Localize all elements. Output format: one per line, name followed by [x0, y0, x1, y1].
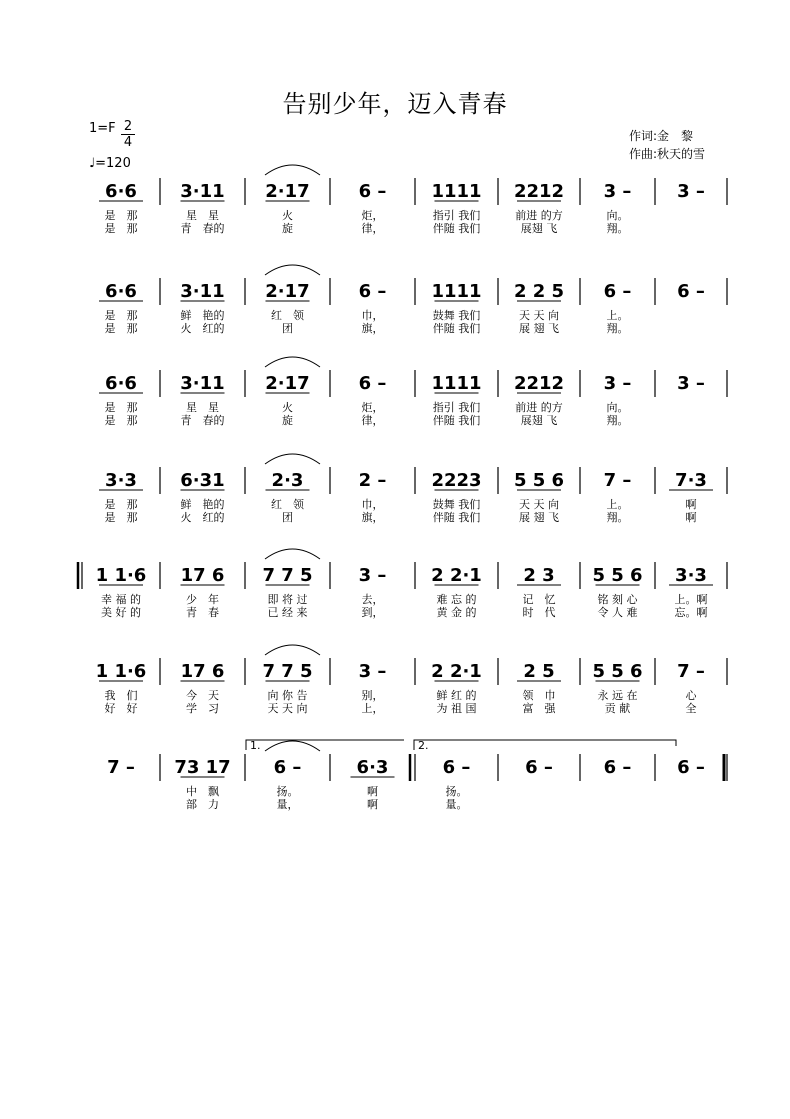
note-group: 2·17 — [265, 181, 310, 202]
note-group: 3 – — [358, 661, 387, 682]
lyric-verse-2: 翔。 — [606, 222, 629, 235]
note-group: 1111 — [431, 373, 482, 394]
lyric-verse-1: 是 那 — [104, 209, 138, 222]
lyric-verse-1: 向。 — [606, 401, 629, 414]
note-group: 6·6 — [105, 373, 137, 394]
lyric-verse-2: 青 春的 — [180, 222, 225, 235]
note-group: 1 1·6 — [95, 565, 147, 586]
lyric-verse-2: 火 红的 — [180, 322, 225, 335]
note-group: 2·3 — [271, 470, 304, 491]
lyric-verse-2: 全 — [685, 702, 697, 715]
lyric-verse-2: 贡 献 — [604, 702, 631, 715]
lyric-verse-2: 富 强 — [522, 702, 556, 715]
key-signature: 1=F — [89, 121, 116, 136]
lyric-verse-1: 是 那 — [104, 498, 138, 511]
lyric-verse-2: 量。 — [445, 798, 468, 811]
note-group: 3·11 — [180, 181, 225, 202]
lyric-verse-1: 红 领 — [271, 309, 304, 322]
lyric-verse-2: 黄 金 的 — [436, 606, 477, 619]
note-group: 3 – — [358, 565, 387, 586]
lyric-verse-2: 旗， — [361, 511, 384, 524]
lyric-verse-1: 啊 — [685, 498, 697, 511]
lyric-verse-1: 炬， — [361, 401, 384, 414]
lyric-verse-2: 翔。 — [606, 322, 629, 335]
lyric-verse-1: 去， — [361, 593, 384, 606]
note-group: 5 5 6 — [513, 470, 565, 491]
slur-arc — [265, 165, 320, 175]
lyric-verse-2: 展 翅 飞 — [519, 511, 559, 524]
lyric-verse-2: 律， — [361, 222, 384, 235]
lyric-verse-2: 量， — [276, 798, 299, 811]
lyric-verse-1: 火 — [282, 209, 293, 222]
lyric-verse-2: 旋 — [282, 414, 293, 427]
lyric-verse-2: 天 天 向 — [267, 702, 308, 715]
slur-arc — [265, 454, 320, 464]
volta-second-bracket — [414, 740, 676, 750]
lyric-verse-2: 旗， — [361, 322, 384, 335]
note-group: 6 – — [358, 281, 387, 302]
lyric-verse-2: 火 红的 — [180, 511, 225, 524]
note-group: 6 – — [677, 757, 705, 778]
time-signature-top: 2 — [123, 119, 133, 134]
lyric-verse-2: 伴随 我们 — [432, 414, 481, 427]
note-group: 17 6 — [180, 661, 225, 682]
note-group: 2223 — [431, 470, 482, 491]
lyric-verse-2: 团 — [282, 511, 293, 524]
lyric-verse-1: 鲜 红 的 — [436, 689, 477, 702]
note-group: 3·3 — [105, 470, 137, 491]
lyric-verse-2: 已 经 来 — [267, 606, 308, 619]
lyric-verse-1: 上。啊 — [674, 593, 708, 606]
note-group: 2 2·1 — [431, 661, 482, 682]
lyric-verse-2: 时 代 — [522, 606, 556, 619]
lyric-verse-1: 星 星 — [186, 401, 219, 414]
lyric-verse-1: 天 天 向 — [519, 498, 559, 511]
note-group: 6 – — [358, 373, 387, 394]
note-group: 3·11 — [180, 373, 225, 394]
note-group: 6 – — [603, 281, 632, 302]
tempo-value: =120 — [95, 156, 131, 171]
lyric-verse-1: 前进 的方 — [515, 401, 563, 414]
note-group: 17 6 — [180, 565, 225, 586]
lyric-verse-1: 啊 — [367, 785, 378, 798]
volta-first-bracket — [246, 740, 404, 750]
lyric-verse-1: 火 — [282, 401, 293, 414]
lyric-verse-2: 是 那 — [104, 222, 138, 235]
lyric-verse-2: 啊 — [685, 511, 697, 524]
lyric-verse-2: 令 人 难 — [597, 606, 638, 619]
lyric-verse-2: 展翅 飞 — [520, 222, 558, 235]
volta-first-label: 1. — [250, 739, 261, 752]
lyric-verse-2: 是 那 — [104, 322, 138, 335]
slur-arc — [265, 549, 320, 559]
lyric-verse-1: 扬。 — [445, 785, 468, 798]
note-group: 6 – — [525, 757, 553, 778]
note-group: 7 7 5 — [262, 661, 313, 682]
lyric-verse-2: 是 那 — [104, 511, 138, 524]
note-group: 2 5 — [523, 661, 555, 682]
lyric-verse-1: 向。 — [606, 209, 629, 222]
lyric-verse-1: 鼓舞 我们 — [432, 498, 481, 511]
note-group: 3 – — [603, 181, 632, 202]
lyric-verse-1: 上。 — [606, 309, 629, 322]
lyric-verse-2: 美 好 的 — [101, 606, 141, 619]
lyric-verse-1: 少 年 — [186, 593, 219, 606]
note-group: 7 – — [603, 470, 632, 491]
lyric-verse-1: 鼓舞 我们 — [432, 309, 481, 322]
note-group: 73 17 — [174, 757, 231, 778]
lyric-verse-2: 展 翅 飞 — [519, 322, 559, 335]
note-group: 2·17 — [265, 373, 310, 394]
lyric-verse-1: 是 那 — [104, 401, 138, 414]
note-group: 2 2·1 — [431, 565, 482, 586]
lyric-verse-1: 铭 刻 心 — [597, 593, 638, 606]
note-group: 3·3 — [675, 565, 707, 586]
note-group: 6·6 — [105, 281, 137, 302]
lyric-verse-1: 心 — [685, 689, 697, 702]
note-group: 6·3 — [356, 757, 389, 778]
note-group: 3 – — [677, 373, 705, 394]
lyric-verse-2: 好 好 — [104, 702, 138, 715]
lyric-verse-1: 巾， — [361, 309, 384, 322]
lyric-verse-2: 翔。 — [606, 414, 629, 427]
note-group: 3·11 — [180, 281, 225, 302]
note-group: 6 – — [358, 181, 387, 202]
lyric-verse-1: 别， — [361, 689, 384, 702]
lyric-verse-1: 记 忆 — [522, 593, 556, 606]
lyric-verse-1: 巾， — [361, 498, 384, 511]
lyric-verse-2: 学 习 — [186, 702, 219, 715]
lyric-verse-2: 青 春 — [186, 606, 219, 619]
lyric-verse-1: 中 飘 — [186, 785, 219, 798]
lyric-verse-1: 指引 我们 — [432, 209, 481, 222]
lyric-verse-1: 我 们 — [104, 689, 138, 702]
note-group: 3 – — [603, 373, 632, 394]
lyric-verse-2: 伴随 我们 — [432, 322, 481, 335]
quarter-note-icon: ♩ — [89, 156, 96, 171]
lyric-verse-1: 前进 的方 — [515, 209, 563, 222]
slur-arc — [265, 357, 320, 367]
note-group: 6 – — [442, 757, 471, 778]
time-signature-bottom: 4 — [121, 134, 135, 150]
lyric-verse-1: 鲜 艳的 — [180, 309, 225, 322]
lyric-verse-2: 律， — [361, 414, 384, 427]
note-group: 6 – — [677, 281, 705, 302]
slur-arc — [265, 645, 320, 655]
lyric-verse-1: 幸 福 的 — [101, 593, 141, 606]
lyric-verse-1: 今 天 — [186, 689, 219, 702]
note-group: 2 3 — [523, 565, 555, 586]
lyric-verse-1: 红 领 — [271, 498, 304, 511]
lyric-verse-2: 到， — [361, 606, 384, 619]
note-group: 7 7 5 — [262, 565, 313, 586]
note-group: 1111 — [431, 281, 482, 302]
lyric-verse-2: 部 力 — [186, 798, 219, 811]
slur-arc — [265, 265, 320, 275]
note-group: 7·3 — [675, 470, 707, 491]
lyric-verse-1: 是 那 — [104, 309, 138, 322]
note-group: 2 – — [358, 470, 387, 491]
lyric-verse-1: 领 巾 — [522, 689, 556, 702]
lyric-verse-1: 向 你 告 — [267, 689, 308, 702]
note-group: 2212 — [513, 181, 565, 202]
note-group: 6 – — [273, 757, 302, 778]
note-group: 1 1·6 — [95, 661, 147, 682]
lyric-verse-2: 上， — [361, 702, 384, 715]
note-group: 2212 — [513, 373, 565, 394]
lyric-verse-2: 伴随 我们 — [432, 222, 481, 235]
lyric-verse-1: 永 远 在 — [597, 689, 638, 702]
lyricist-credit: 作词:金 黎 — [629, 129, 694, 143]
note-group: 6·6 — [105, 181, 137, 202]
note-group: 7 – — [677, 661, 705, 682]
note-group: 6 – — [603, 757, 632, 778]
note-group: 6·31 — [180, 470, 225, 491]
lyric-verse-1: 指引 我们 — [432, 401, 481, 414]
note-group: 3 – — [677, 181, 705, 202]
song-title: 告别少年，迈入青春 — [282, 90, 508, 118]
note-group: 7 – — [107, 757, 135, 778]
lyric-verse-2: 翔。 — [606, 511, 629, 524]
lyric-verse-1: 即 将 过 — [267, 593, 308, 606]
lyric-verse-1: 难 忘 的 — [436, 593, 477, 606]
note-group: 5 5 6 — [592, 565, 643, 586]
composer-credit: 作曲:秋天的雪 — [629, 147, 706, 161]
lyric-verse-1: 天 天 向 — [519, 309, 559, 322]
lyric-verse-1: 鲜 艳的 — [180, 498, 225, 511]
lyric-verse-1: 扬。 — [276, 785, 299, 798]
lyric-verse-2: 伴随 我们 — [432, 511, 481, 524]
lyric-verse-2: 是 那 — [104, 414, 138, 427]
lyric-verse-2: 展翅 飞 — [520, 414, 558, 427]
volta-second-label: 2. — [418, 739, 429, 752]
note-group: 1111 — [431, 181, 482, 202]
lyric-verse-2: 团 — [282, 322, 293, 335]
lyric-verse-1: 星 星 — [186, 209, 219, 222]
lyric-verse-2: 忘。啊 — [674, 606, 708, 619]
note-group: 2·17 — [265, 281, 310, 302]
lyric-verse-2: 青 春的 — [180, 414, 225, 427]
lyric-verse-2: 啊 — [367, 798, 378, 811]
note-group: 2 2 5 — [513, 281, 565, 302]
slur-arc — [265, 741, 320, 751]
lyric-verse-1: 炬， — [361, 209, 384, 222]
lyric-verse-2: 旋 — [282, 222, 293, 235]
lyric-verse-2: 为 祖 国 — [436, 702, 477, 715]
lyric-verse-1: 上。 — [606, 498, 629, 511]
note-group: 5 5 6 — [592, 661, 643, 682]
